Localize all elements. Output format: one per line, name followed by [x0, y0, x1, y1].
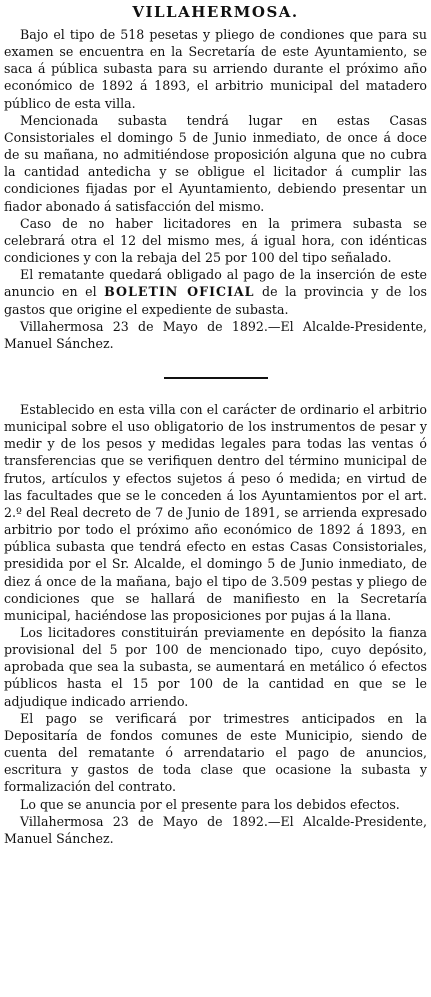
notice-matadero — [4, 2, 427, 352]
notice-paragraph-arbitrio: Establecido en esta villa con el carácter de ordinario el arbitrio municipal sobre el uso obligatorio de los instrumentos de pesar y medir y de los pesos y medidas legales para todas las ventas ó transferencias que se verifiquen dentro del término municipal de frutos, artículos y efectos sujetos á peso ó medida; en virtud de las facultades que se le conceden á los Ayuntamientos por el art. 2.º del Real decreto de 7 de Junio de 1891, se arrienda expresado arbitrio por todo el próximo año económico de 1892 á 1893, en pública subasta que tendrá efecto en estas Casas Consistoriales, presidida por el Sr. Alcalde, el domingo 5 de Junio inmediato, de diez á once de la mañana, bajo el tipo de 3.509 pestas y pliego de condiciones que se hallará de manifiesto en la Secretaría municipal, haciéndose las proposiciones por pujas á la llana. — [4, 401, 427, 623]
notice-signature: Villahermosa 23 de Mayo de 1892.—El Alcalde-Presidente, Manuel Sánchez. — [4, 813, 427, 846]
notice-paragraph-auction-date: Mencionada subasta tendrá lugar en estas Casas Consistoriales el domingo 5 de Junio inmediato, de once á doce de su mañana, no admitiéndose proposición alguna que no cubra la cantidad antedicha y se obligue el licitador á cumplir las condiciones fijadas por el Ayuntamiento, debiendo presentar un fiador abonado á satisfacción del mismo. — [4, 112, 427, 214]
notice-title: VILLAHERMOSA. — [132, 3, 299, 21]
notice-paragraph-payment: El pago se verificará por trimestres anticipados en la Depositaría de fondos comunes de este Municipio, siendo de cuenta del rematante ó arrendatario el pago de anuncios, escritura y gastos de toda clase que ocasione la subasta y formalización del contrato. — [4, 710, 427, 795]
boletin-oficial-label: BOLETIN OFICIAL — [104, 284, 255, 300]
notice-pesas-medidas — [4, 401, 427, 847]
notice-signature: Villahermosa 23 de Mayo de 1892.—El Alcalde-Presidente, Manuel Sánchez. — [4, 318, 427, 351]
notice-paragraph-deposit: Los licitadores constituirán previamente en depósito la fianza provisional del 5 por 100 de mencionado tipo, cuyo depósito, aprobada que sea la subasta, se aumentará en metálico ó efectos públicos hasta el 15 por 100 de la cantidad en que se le adjudique indicado arriendo. — [4, 625, 427, 709]
notice-paragraph-second-auction: Caso de no haber licitadores en la primera subasta se celebrará otra el 12 del mismo mes, á igual hora, con idénticas condiciones y con la rebaja del 25 por 100 del tipo señalado. — [4, 215, 427, 266]
notice-paragraph-auction-terms: Bajo el tipo de 518 pesetas y pliego de condiones que para su examen se encuentra en la Secretaría de este Ayuntamiento, se saca á pública subasta para su arriendo durante el próximo año económico de 1892 á 1893, el arbitrio municipal del matadero público de esta villa. — [4, 27, 427, 111]
section-divider — [164, 377, 268, 379]
notice-paragraph-costs — [4, 266, 427, 317]
costs-text-after: de la provincia y de los gastos que origine el expediente de subasta. — [4, 284, 428, 317]
costs-text-before: El rematante quedará obligado al pago de la inserción de este anuncio en el — [4, 267, 427, 300]
notice-paragraph-announcement: Lo que se anuncia por el presente para los debidos efectos. — [20, 796, 400, 812]
